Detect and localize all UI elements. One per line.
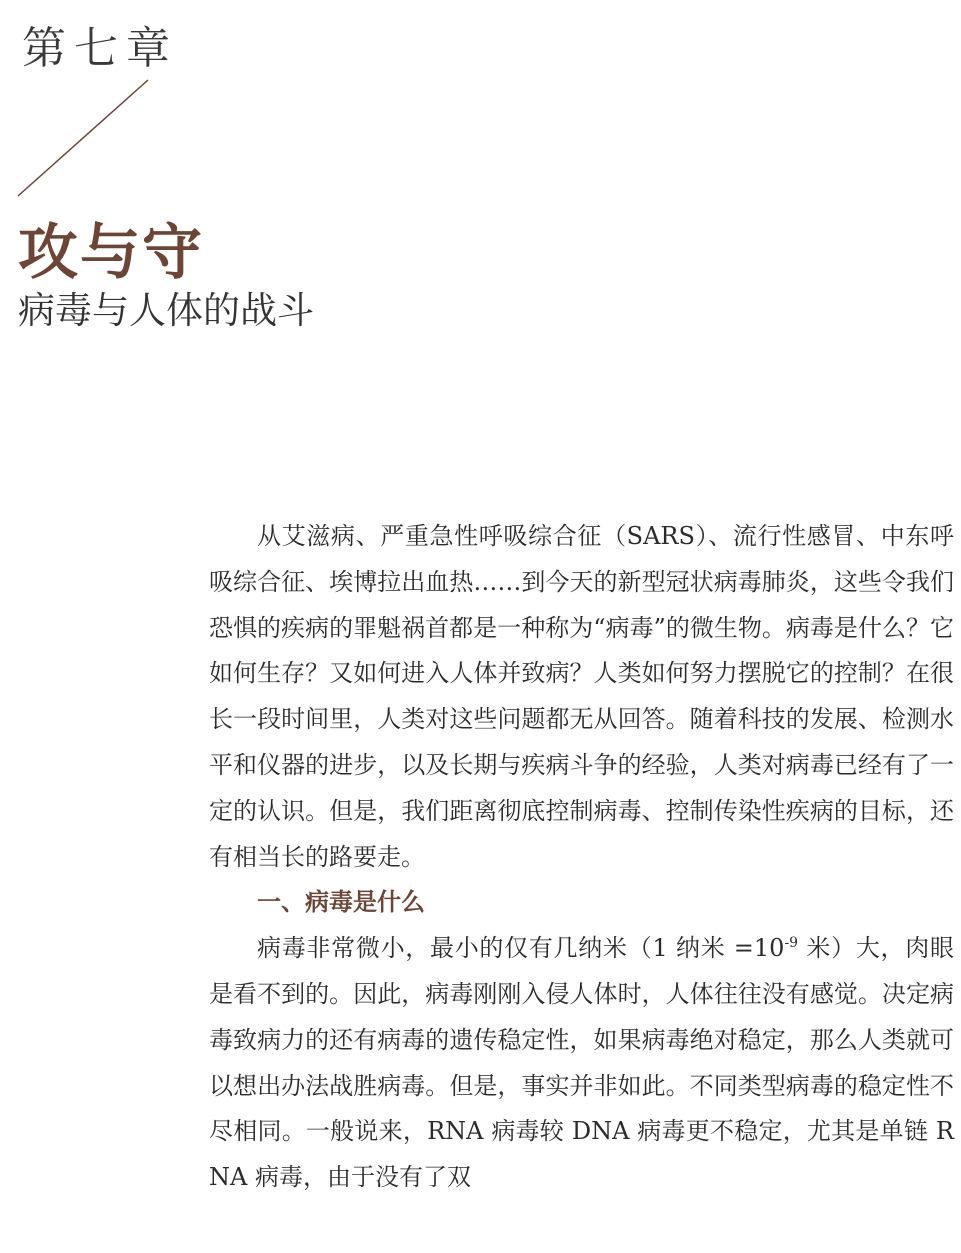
paragraph-text-start: 病毒非常微小，最小的仅有几纳米（1 纳米 =10 [257, 934, 785, 963]
chapter-label: 第七章 [22, 23, 178, 74]
intro-paragraph: 从艾滋病、严重急性呼吸综合征（SARS）、流行性感冒、中东呼吸综合征、埃博拉出血热……到今天的新型冠状病毒肺炎，这些令我们恐惧的疾病的罪魁祸首都是一种称为“病毒”的微生物。病毒是什么？它如何生存？又如何进入人体并致病？人类如何努力摆脱它的控制？在很长一段时间里，人类对这些问题都无从回答。随着科技的发展、检测水平和仪器的进步，以及长期与疾病斗争的经验，人类对病毒已经有了一定的认识。但是，我们距离彻底控制病毒、控制传染性疾病的目标，还有相当长的路要走。 [209, 522, 954, 871]
body-text [209, 514, 954, 1201]
page-subtitle: 病毒与人体的战斗 [18, 289, 314, 332]
page-title: 攻与守 [18, 218, 204, 288]
section-heading: 一、病毒是什么 [257, 888, 425, 917]
exponent: -9 [784, 935, 799, 952]
section-paragraph [209, 926, 954, 1201]
paragraph-text-rest: 米）大，肉眼是看不到的。因此，病毒刚刚入侵人体时，人体往往没有感觉。决定病毒致病力的还有病毒的遗传稳定性，如果病毒绝对稳定，那么人类就可以想出办法战胜病毒。但是，事实并非如此。不同类型病毒的稳定性不尽相同。一般说来，RNA 病毒较 DNA 病毒更不稳定，尤其是单链 RNA 病毒，由于没有了双 [209, 934, 954, 1192]
decorative-divider-line [10, 70, 160, 210]
